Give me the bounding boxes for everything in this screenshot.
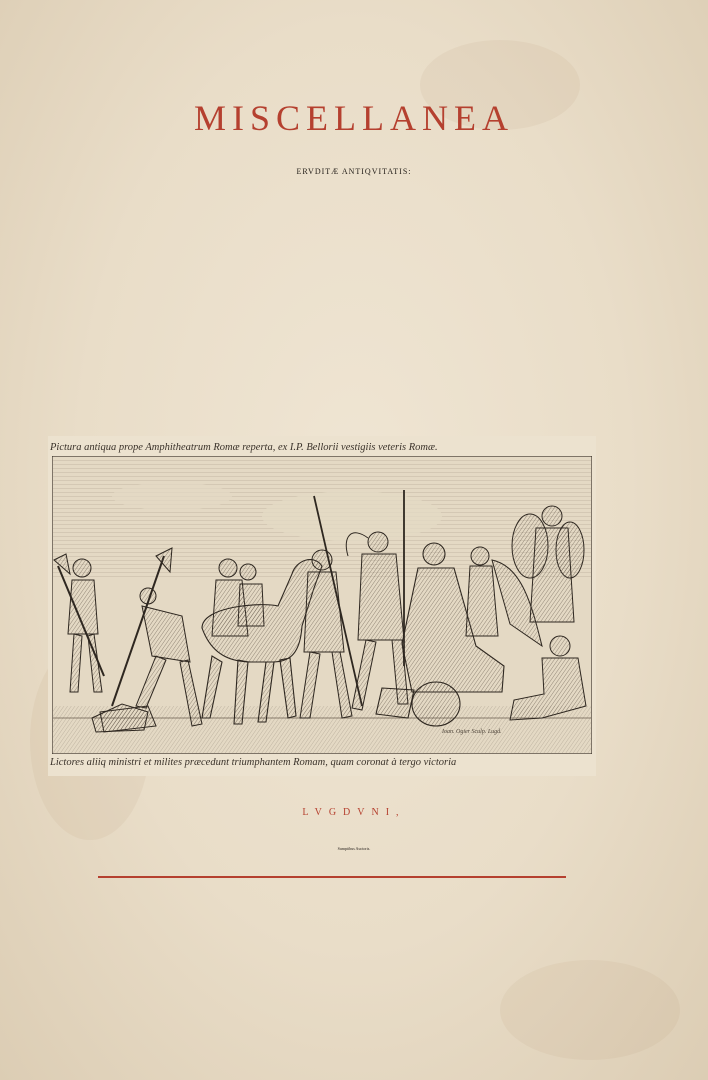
royal-privilege xyxy=(0,923,708,949)
engraving-caption-bottom: Lictores aliiq ministri et milites præcedunt triumphantem Romam, quam coronat à tergo victoria xyxy=(50,757,457,768)
engraver-signature: Ioan. Ogier Sculp. Lugd. xyxy=(442,729,502,735)
book-subtitle: ERVDITÆ ANTIQVITATIS: xyxy=(296,167,412,176)
description-line-1 xyxy=(0,302,708,324)
author-line-3 xyxy=(0,395,708,417)
objects-list xyxy=(0,241,708,263)
paper-stain xyxy=(500,960,680,1060)
engraving-plate xyxy=(48,436,596,776)
engraving-caption-top: Pictura antiqua prope Amphitheatrum Romæ reperta, ex I.P. Bellorii vestigiis veteris Romæ. xyxy=(50,442,438,453)
imprint-city: LVGDVNI, xyxy=(302,807,406,818)
red-rule-divider xyxy=(98,876,566,878)
description-line-2 xyxy=(0,324,708,346)
book-title: MISCELLANEA xyxy=(194,98,514,138)
collectors-list xyxy=(0,272,708,296)
imprint-year xyxy=(0,888,708,916)
imprint-publisher: Sumptibus Auctoris. xyxy=(337,846,371,851)
engraving-scene xyxy=(52,456,592,754)
in-quibus-line xyxy=(0,200,708,226)
